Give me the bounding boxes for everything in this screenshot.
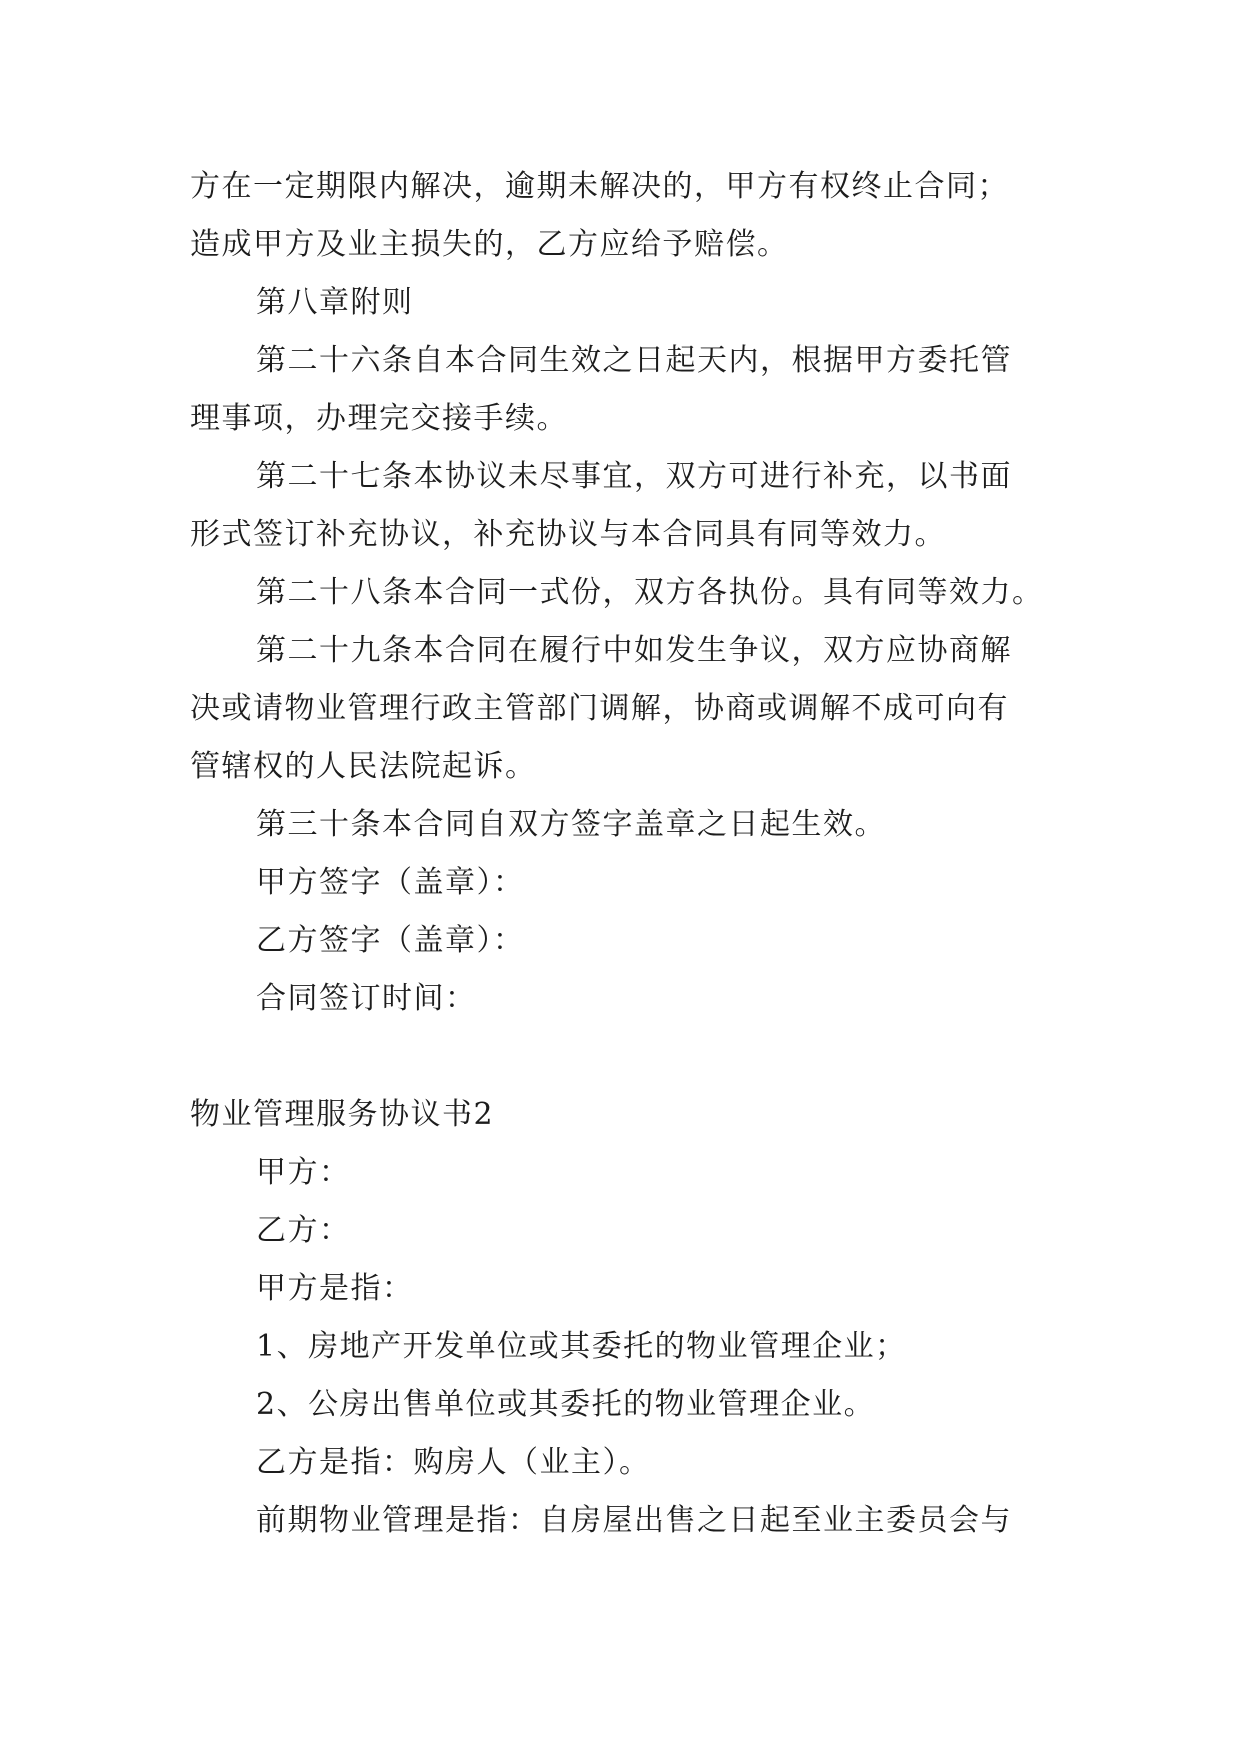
- party-a-label: 甲方：: [256, 1155, 351, 1190]
- document-body: [190, 158, 1060, 1550]
- article-27-line-2: 形式签订补充协议，补充协议与本合同具有同等效力。: [190, 517, 946, 552]
- article-30: 第三十条本合同自双方签字盖章之日起生效。: [256, 807, 886, 842]
- article-26-line-2: 理事项，办理完交接手续。: [190, 401, 568, 436]
- article-28: 第二十八条本合同一式份，双方各执份。具有同等效力。: [256, 575, 1044, 610]
- article-29-line-3: 管辖权的人民法院起诉。: [190, 749, 537, 784]
- article-26-line-1: 第二十六条自本合同生效之日起天内，根据甲方委托管: [256, 343, 1012, 378]
- text-line: 造成甲方及业主损失的，乙方应给予赔偿。: [190, 227, 789, 262]
- party-a-signature: 甲方签字（盖章）：: [256, 865, 525, 900]
- early-management-definition: 前期物业管理是指：自房屋出售之日起至业主委员会与: [256, 1503, 1012, 1538]
- party-a-definition: 甲方是指：: [256, 1271, 414, 1306]
- article-29-line-2: 决或请物业管理行政主管部门调解，协商或调解不成可向有: [190, 691, 1009, 726]
- party-b-label: 乙方：: [256, 1213, 351, 1248]
- section-spacer: [190, 1028, 1060, 1086]
- text-line: 方在一定期限内解决，逾期未解决的，甲方有权终止合同；: [190, 169, 1009, 204]
- article-27-line-1: 第二十七条本协议未尽事宜，双方可进行补充，以书面: [256, 459, 1012, 494]
- article-29-line-1: 第二十九条本合同在履行中如发生争议，双方应协商解: [256, 633, 1012, 668]
- list-item: 2、公房出售单位或其委托的物业管理企业。: [256, 1387, 876, 1422]
- document-2-title: 物业管理服务协议书2: [190, 1097, 495, 1132]
- chapter-title: 第八章附则: [256, 285, 414, 320]
- list-item: 1、房地产开发单位或其委托的物业管理企业；: [256, 1329, 907, 1364]
- party-b-signature: 乙方签字（盖章）：: [256, 923, 525, 958]
- party-b-definition: 乙方是指：购房人（业主）。: [256, 1445, 651, 1480]
- signing-date: 合同签订时间：: [256, 981, 477, 1016]
